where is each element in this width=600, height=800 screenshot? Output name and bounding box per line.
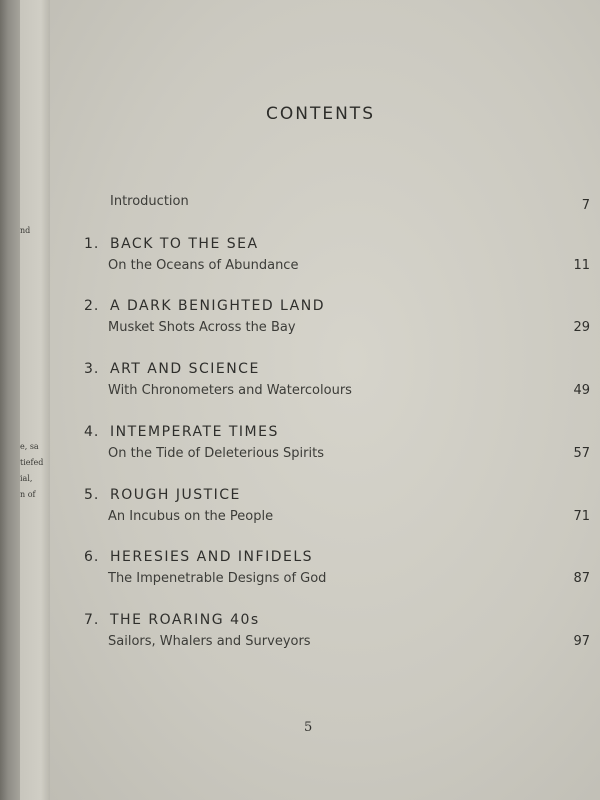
chapter-page-number: 57 [573,446,590,461]
chapter-number: 7. [84,612,100,628]
toc-entry-2 [50,298,600,338]
chapter-subtitle: On the Oceans of Abundance [108,258,299,273]
chapter-number: 2. [84,298,100,314]
chapter-title: THE ROARING 40s [110,612,260,628]
toc-entry-6 [50,549,600,589]
chapter-page-number: 49 [573,383,590,398]
introduction-label: Introduction [110,194,189,209]
toc-entry-5 [50,487,600,527]
chapter-subtitle: Sailors, Whalers and Surveyors [108,634,311,649]
page-folio-number: 5 [304,720,313,735]
chapter-title: HERESIES AND INFIDELS [110,549,314,565]
toc-entry-7 [50,612,600,652]
chapter-title: ROUGH JUSTICE [110,487,241,503]
chapter-title: INTEMPERATE TIMES [110,424,279,440]
left-page-fragment: tiefed [20,458,44,467]
left-page-fragment: nd [20,226,31,235]
chapter-number: 6. [84,549,100,565]
chapter-page-number: 87 [573,571,590,586]
toc-entry-1 [50,236,600,276]
chapter-title: BACK TO THE SEA [110,236,259,252]
toc-entry-4 [50,424,600,464]
chapter-page-number: 97 [573,634,590,649]
chapter-subtitle: An Incubus on the People [108,509,274,524]
toc-entry-3 [50,361,600,401]
chapter-number: 5. [84,487,100,503]
left-page-edge [20,0,50,800]
chapter-subtitle: On the Tide of Deleterious Spirits [108,446,324,461]
left-page-fragment: n of [20,490,36,499]
chapter-page-number: 11 [573,258,590,273]
contents-page [50,0,600,800]
page-title: CONTENTS [266,104,375,124]
chapter-page-number: 71 [573,509,590,524]
introduction-page-number: 7 [581,198,590,213]
chapter-number: 1. [84,236,100,252]
left-page-fragment: ial, [20,474,33,483]
chapter-title: ART AND SCIENCE [110,361,260,377]
left-page-fragment: e, sa [20,442,39,451]
chapter-subtitle: The Impenetrable Designs of God [108,571,327,586]
chapter-title: A DARK BENIGHTED LAND [110,298,326,314]
chapter-number: 4. [84,424,100,440]
chapter-subtitle: Musket Shots Across the Bay [108,320,296,335]
chapter-number: 3. [84,361,100,377]
book-gutter-shadow [0,0,20,800]
chapter-subtitle: With Chronometers and Watercolours [108,383,352,398]
chapter-page-number: 29 [573,320,590,335]
